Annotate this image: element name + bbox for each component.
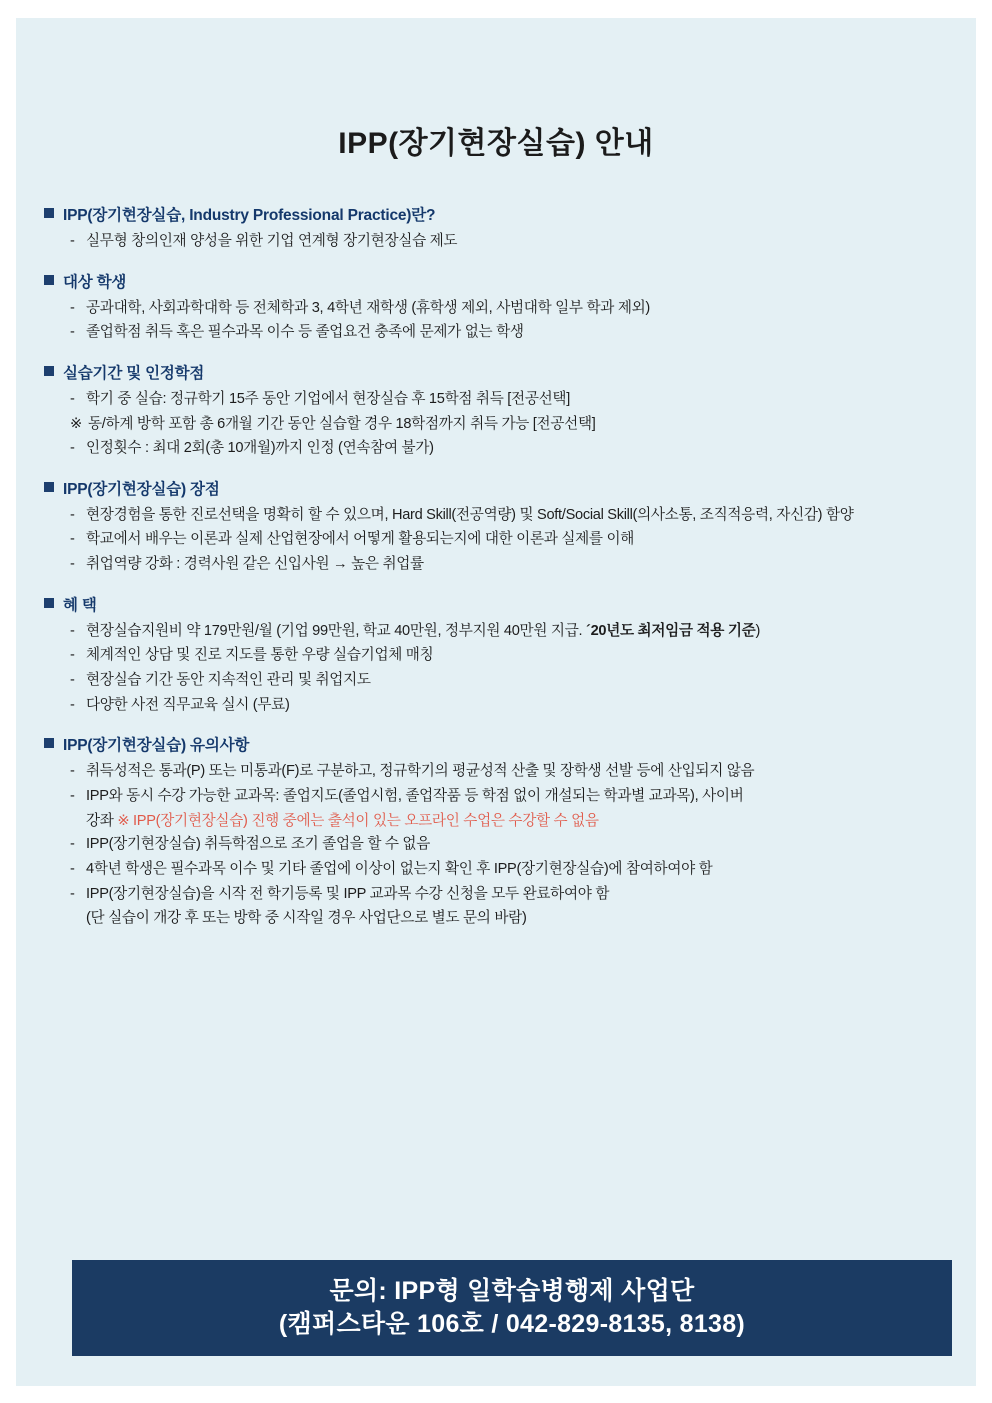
square-bullet-icon — [44, 208, 54, 218]
section-heading — [44, 203, 956, 225]
list-item-text: 학기 중 실습: 정규학기 15주 동안 기업에서 현장실습 후 15학점 취득 [전공선택] — [86, 390, 570, 407]
dash-marker: - — [70, 885, 75, 902]
section-heading — [44, 733, 956, 755]
list-item-continuation — [86, 810, 956, 834]
list-item — [70, 321, 956, 345]
list-item-text: 졸업학점 취득 혹은 필수과목 이수 등 졸업요건 충족에 문제가 없는 학생 — [86, 324, 524, 341]
section-heading — [44, 270, 956, 292]
page-title: IPP(장기현장실습) 안내 — [338, 127, 654, 160]
section-items — [44, 760, 956, 930]
list-item-text: 취득성적은 통과(P) 또는 미통과(F)로 구분하고, 정규학기의 평균성적 산출 및 장학생 선발 등에 산입되지 않음 — [86, 763, 755, 780]
list-item — [70, 528, 956, 552]
list-item-text — [86, 620, 956, 644]
dash-marker: - — [70, 860, 75, 877]
dash-marker: - — [70, 622, 75, 639]
list-item — [70, 437, 956, 461]
section-ipp-definition — [44, 203, 956, 254]
section-heading — [44, 361, 956, 383]
dash-marker: - — [70, 324, 75, 341]
section-heading-label: IPP(장기현장실습) 유의사항 — [63, 737, 250, 755]
list-item-text: 취업역량 강화 : 경력사원 같은 신입사원 → 높은 취업률 — [86, 556, 424, 573]
dash-marker: - — [70, 787, 75, 804]
section-heading-label: 대상 학생 — [63, 273, 127, 291]
list-item — [70, 694, 956, 718]
list-item-text: 실무형 창의인재 양성을 위한 기업 연계형 장기현장실습 제도 — [86, 233, 458, 249]
section-period-credits — [44, 361, 956, 461]
list-item — [70, 553, 956, 577]
list-item — [70, 785, 956, 809]
section-items — [44, 620, 956, 718]
list-item — [70, 297, 956, 321]
list-item-text: 체계적인 상담 및 진로 지도를 통한 우량 실습기업체 매칭 — [86, 647, 434, 664]
note-marker: ※ — [70, 415, 82, 432]
list-item-text: 4학년 학생은 필수과목 이수 및 기타 졸업에 이상이 없는지 확인 후 IPP(장기현장실습)에 참여하여야 함 — [86, 860, 713, 877]
square-bullet-icon — [44, 482, 54, 492]
list-item — [70, 760, 956, 784]
dash-marker: - — [70, 299, 75, 316]
section-heading-label: IPP(장기현장실습) 장점 — [63, 480, 220, 498]
section-precautions — [44, 733, 956, 930]
dash-marker: - — [70, 440, 75, 457]
section-heading — [44, 593, 956, 615]
list-item — [70, 644, 956, 668]
section-heading-label: 혜 택 — [63, 596, 97, 614]
dash-marker: - — [70, 556, 75, 573]
list-item — [70, 833, 956, 857]
section-benefits — [44, 593, 956, 718]
section-items — [44, 388, 956, 461]
list-item-text: 인정횟수 : 최대 2회(총 10개월)까지 인정 (연속참여 불가) — [86, 440, 434, 457]
dash-marker: - — [70, 672, 75, 689]
document-body — [44, 203, 956, 947]
dash-marker: - — [70, 390, 75, 407]
dash-marker: - — [70, 763, 75, 780]
continuation-text-pre: 강좌 — [86, 812, 118, 829]
section-heading-label: 실습기간 및 인정학점 — [63, 364, 205, 382]
benefit-text-post: ) — [755, 622, 761, 639]
section-advantages — [44, 477, 956, 577]
poster-sheet — [16, 18, 976, 1386]
benefit-text-pre: 현장실습지원비 약 179만원/월 (기업 99만원, 학교 40만원, 정부지원 40만원 지급. — [86, 622, 587, 639]
list-item — [70, 620, 956, 644]
dash-marker: - — [70, 531, 75, 548]
list-item-text: 학교에서 배우는 이론과 실제 산업현장에서 어떻게 활용되는지에 대한 이론과 실제를 이해 — [86, 531, 635, 548]
section-items — [44, 297, 956, 345]
benefit-text-emphasis: ´20년도 최저임금 적용 기준 — [586, 622, 756, 639]
list-item — [70, 858, 956, 882]
contact-line-2: (캠퍼스타운 106호 / 042-829-8135, 8138) — [278, 1310, 746, 1338]
square-bullet-icon — [44, 738, 54, 748]
square-bullet-icon — [44, 598, 54, 608]
contact-line-1: 문의: IPP형 일학습병행제 사업단 — [329, 1276, 695, 1305]
square-bullet-icon — [44, 275, 54, 285]
section-items — [44, 504, 956, 577]
list-item-text: IPP(장기현장실습)을 시작 전 학기등록 및 IPP 교과목 수강 신청을 모두 완료하여야 함 — [86, 885, 610, 902]
dash-marker: - — [70, 696, 75, 713]
section-items — [44, 230, 956, 254]
dash-marker: - — [70, 233, 75, 249]
list-item-text: 공과대학, 사회과학대학 등 전체학과 3, 4학년 재학생 (휴학생 제외, 사범대학 일부 학과 제외) — [86, 299, 650, 316]
list-item-text: IPP(장기현장실습) 취득학점으로 조기 졸업을 할 수 없음 — [86, 836, 431, 853]
dash-marker: - — [70, 506, 75, 523]
continuation-text-warning: ※ IPP(장기현장실습) 진행 중에는 출석이 있는 오프라인 수업은 수강할 수 없음 — [117, 812, 599, 829]
list-item-note — [70, 413, 956, 437]
dash-marker: - — [70, 836, 75, 853]
square-bullet-icon — [44, 366, 54, 376]
contact-footer — [72, 1260, 952, 1356]
list-item — [70, 388, 956, 412]
list-item-text: IPP와 동시 수강 가능한 교과목: 졸업지도(졸업시험, 졸업작품 등 학점 없이 개설되는 학과별 교과목), 사이버 — [86, 787, 744, 804]
list-item-continuation: (단 실습이 개강 후 또는 방학 중 시작일 경우 사업단으로 별도 문의 바람) — [86, 910, 527, 927]
list-item-text: 다양한 사전 직무교육 실시 (무료) — [86, 696, 290, 713]
list-item — [70, 669, 956, 693]
dash-marker: - — [70, 647, 75, 664]
list-item — [70, 230, 956, 254]
section-target-students — [44, 270, 956, 345]
list-item — [70, 883, 956, 907]
list-item-text: 현장경험을 통한 진로선택을 명확히 할 수 있으며, Hard Skill(전공역량) 및 Soft/Social Skill(의사소통, 조직적응력, 자신감) 함양 — [86, 506, 854, 523]
section-heading — [44, 477, 956, 499]
list-item-text: 현장실습 기간 동안 지속적인 관리 및 취업지도 — [86, 672, 371, 689]
section-heading-label: IPP(장기현장실습, Industry Professional Practice)란? — [63, 207, 436, 224]
list-item-text: 동/하계 방학 포함 총 6개월 기간 동안 실습할 경우 18학점까지 취득 가능 [전공선택] — [88, 415, 596, 432]
list-item — [70, 504, 956, 528]
